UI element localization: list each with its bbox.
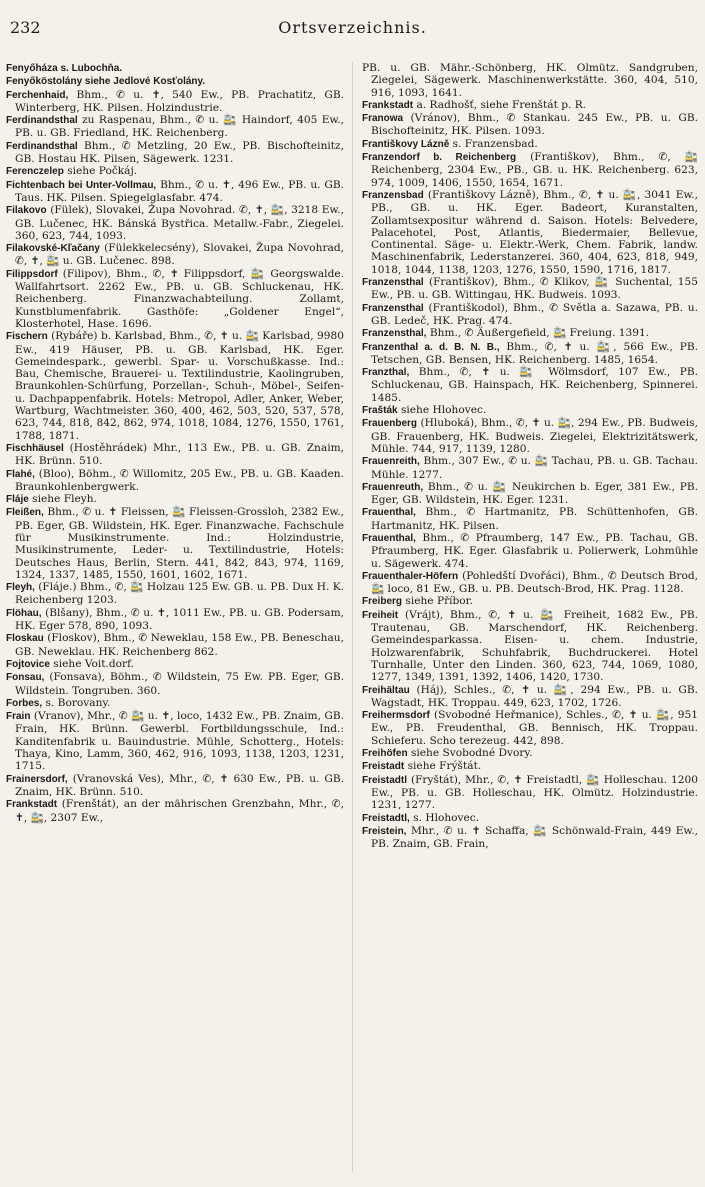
directory-entry <box>6 75 344 88</box>
directory-entry <box>362 341 698 367</box>
entry-text: siehe Voit.dorf. <box>53 657 135 670</box>
entry-headword: Frauenthal, <box>362 507 416 519</box>
entry-headword: Freistadtl, <box>362 812 410 824</box>
directory-entry <box>6 493 344 506</box>
directory-entry <box>362 455 698 481</box>
right-column <box>362 62 698 1180</box>
entry-headword: Frašták <box>362 405 398 417</box>
entry-headword: Filippsdorf <box>6 268 58 280</box>
directory-entry <box>362 151 698 189</box>
directory-entry <box>362 760 698 773</box>
directory-entry <box>362 812 698 825</box>
entry-text: (Fülek), Slovakei, Župa Novohrad. ✆, ✝, 🚉, 3218 Ew., GB. Lučenec, HK. Bánská Bystřica. Metallw.-Fabr., Ziegelei. 360, 623, 744, 1093. <box>15 204 344 242</box>
directory-entry <box>6 468 344 494</box>
directory-entry <box>362 138 698 151</box>
entry-headword: Frankstadt <box>6 799 58 811</box>
entry-headword: Frauenberg <box>362 418 418 430</box>
entry-text: (Blšany), Bhm., ✆ u. ✝, 1011 Ew., PB. u. GB. Podersam, HK. Eger 578, 890, 1093. <box>15 606 344 633</box>
entry-headword: Forbes, <box>6 697 43 709</box>
directory-entry <box>6 204 344 242</box>
entry-text: a. Radhošť, siehe Frenštát p. R. <box>416 98 587 111</box>
entry-headword: Flahé, <box>6 468 35 480</box>
entry-text: Bhm., ✆ u. ✝, 540 Ew., PB. Prachatitz, GB. Winterberg, HK. Pilsen. Holzindustrie. <box>15 88 344 114</box>
entry-text: Mhr., ✆ u. ✝ Schaffa, 🚉 Schönwald-Frain, 449 Ew., PB. Znaim, GB. Frain, <box>371 824 698 851</box>
directory-entry <box>362 276 698 302</box>
entry-text: (Vránov), Bhm., ✆ Stankau. 245 Ew., PB. u. GB. Bischofteinitz, HK. Pilsen. 1093. <box>371 112 698 138</box>
page-header <box>0 18 705 40</box>
entry-text: (Frenštát), an der mährischen Grenzbahn, Mhr., ✆, ✝, 🚉, 2307 Ew., <box>15 798 344 824</box>
entry-headword: Freistein, <box>362 825 407 837</box>
entry-headword: Flöhau, <box>6 607 42 619</box>
directory-entry <box>362 99 698 112</box>
directory-entry <box>362 684 698 710</box>
entry-text: PB. u. GB. Mähr.-Schönberg, HK. Olmütz. Sandgruben, Ziegelei, Sägewerk. Maschinenwerkstätte. 360, 404, 510, 916, 1093, 1641. <box>362 62 698 99</box>
entry-text: siehe Hlohovec. <box>400 404 487 417</box>
entry-text: s. Borovany. <box>45 696 111 709</box>
entry-headword: Franowa <box>362 113 404 125</box>
entry-text: (Floskov), Bhm., ✆ Neweklau, 158 Ew., PB. Beneschau, GB. Neweklau. HK. Reichenberg 862. <box>15 632 344 658</box>
directory-entry <box>362 532 698 570</box>
directory-entry <box>362 774 698 812</box>
directory-entry <box>6 506 344 581</box>
entry-text: zu Raspenau, Bhm., ✆ u. 🚉 Haindorf, 405 Ew., PB. u. GB. Friedland, HK. Reichenberg. <box>15 114 344 140</box>
entry-text: Bhm., ✆, ✝ u. 🚉, 566 Ew., PB. Tetschen, GB. Bensen, HK. Reichenberg. 1485, 1654. <box>371 340 698 366</box>
entry-text: Bhm., ✆ Äußergefield, 🚉 Freiung. 1391. <box>429 327 650 340</box>
entry-text: (Svobodné Heřmanice), Schles., ✆, ✝ u. 🚉, 951 Ew., PB. Freudenthal, GB. Bennisch, HK. Troppau. Schieferu. Scho terezeug. 442, 898. <box>371 709 698 747</box>
entry-headword: Františkovy Lázně <box>362 138 450 150</box>
directory-entry <box>6 773 344 799</box>
entry-headword: Ferchenhaid, <box>6 89 69 101</box>
entry-text: Bhm., 307 Ew., ✆ u. 🚉 Tachau, PB. u. GB. Tachau. Mühle. 1277. <box>371 455 698 481</box>
directory-entry <box>6 89 344 115</box>
entry-headword: Filakovo <box>6 205 47 217</box>
directory-entry <box>362 747 698 760</box>
directory-entry <box>6 140 344 166</box>
directory-entry <box>362 302 698 328</box>
directory-entry <box>362 595 698 608</box>
entry-headword: Fleißen, <box>6 507 44 519</box>
entry-headword: Fláje <box>6 494 29 506</box>
entry-text: Bhm., ✆ Metzling, 20 Ew., PB. Bischofteinitz, GB. Hostau HK. Pilsen, Sägewerk. 1231. <box>15 139 344 166</box>
entry-text: (Hluboká), Bhm., ✆, ✝ u. 🚉, 294 Ew., PB. Budweis, GB. Frauenberg, HK. Budweis. Ziegelei, Elektrizitätswerk, Mühle. 744, 917, 1139, 1280. <box>371 417 698 455</box>
entry-headword: Frauenreith, <box>362 456 420 468</box>
directory-entry <box>6 62 344 75</box>
entry-headword: Fleyh, <box>6 582 35 594</box>
directory-entry <box>6 268 344 330</box>
entry-text: (Pohledští Dvořáci), Bhm., ✆ Deutsch Brod, 🚉 loco, 81 Ew., GB. u. PB. Deutsch-Brod, HK. Prag. 1128. <box>371 569 698 596</box>
directory-entry <box>6 607 344 633</box>
entry-text: (Františkov), Bhm., ✆, 🚉 Reichenberg, 2304 Ew., PB., GB. u. HK. Reichenberg. 623, 974, 1009, 1406, 1550, 1654, 1671. <box>371 151 698 189</box>
entry-headword: Franzendorf b. Reichenberg <box>362 152 517 164</box>
entry-text: (Vrájt), Bhm., ✆, ✝ u. 🚉 Freiheit, 1682 Ew., PB. Trautenau, GB. Marschendorf, HK. Reichenberg. Gemeindesparkassa. Eisen- u. chem. Industrie, Holzwarenfabrik, Schuhfabrik, Buchdruckerei. Hotel Turnhalle, Unter den Linden. 360, 623, 744, 1069, 1080, 1277, 1349, 1391, 1392, 1406, 1420, 1730. <box>371 608 698 684</box>
entry-headword: Frain <box>6 711 31 723</box>
entry-text: siehe Příbor. <box>405 595 473 608</box>
directory-entry <box>6 798 344 824</box>
entry-headword: Franzenthal a. d. B. N. B., <box>362 341 500 353</box>
entry-text: (Vranov), Mhr., ✆ 🚉 u. ✝, loco, 1432 Ew., PB. Znaim, GB. Frain, HK. Brünn. Gewerbl. Fortbildungsschule, Ind.: Kanditenfabrik u. Bauindustrie. Mühle, Schotterg., Hotels: Thaya, Kino, Lamm, 360, 462, 916, 1093, 1138, 1203, 1231, 1715. <box>15 710 344 773</box>
directory-entry <box>6 330 344 442</box>
entry-headword: Franzensthal <box>362 302 424 314</box>
entry-headword: Freihermsdorf <box>362 710 430 722</box>
entry-text: Bhm., ✆ Hartmanitz, PB. Schüttenhofen, GB. Hartmanitz, HK. Pilsen. <box>371 506 698 532</box>
entry-headword: Fischhäusel <box>6 442 64 454</box>
entry-text: (Fülekkelecsény), Slovakei, Župa Novohrad, ✆, ✝, 🚉 u. GB. Lučenec. 898. <box>15 242 344 268</box>
entry-text: siehe Počkáj. <box>67 165 138 178</box>
directory-entry <box>6 697 344 710</box>
entry-headword: Filakovské-Kľačany <box>6 243 100 255</box>
directory-entry <box>6 165 344 178</box>
entry-headword: Freiberg <box>362 596 403 608</box>
entry-text: Bhm., ✆ u. ✝, 496 Ew., PB. u. GB. Taus. HK. Pilsen. Spiegelglasfabr. 474. <box>15 178 344 204</box>
entry-headword: Frauenthal, <box>362 532 416 544</box>
entry-headword: Freihöfen <box>362 748 408 760</box>
entry-text: siehe Frýštát. <box>407 760 482 773</box>
directory-entry <box>6 179 344 205</box>
entry-text: siehe Svobodné Dvory. <box>410 747 533 760</box>
directory-entry <box>6 442 344 468</box>
page-title: Ortsverzeichnis. <box>278 18 427 37</box>
entry-headword: Franzthal, <box>362 367 410 379</box>
entry-text: (Františkov), Bhm., ✆ Klikov, 🚉 Suchental, 155 Ew., PB. u. GB. Wittingau, HK. Budweis. 1093. <box>371 276 698 302</box>
entry-text: (Filipov), Bhm., ✆, ✝ Filippsdorf, 🚉 Georgswalde. Wallfahrtsort. 2262 Ew., PB. u. GB. Schluckenau, HK. Reichenberg. Finanzwachabteilung. Zollamt, Kunstblumenfabrik. Gasthöfe: „Goldener Engel“, Klosterhotel, Hase. 1696. <box>15 267 344 330</box>
entry-text: Bhm., ✆, ✝ u. 🚉 Wölmsdorf, 107 Ew., PB. Schluckenau, GB. Hainspach, HK. Reichenberg, Spinnerei. 1485. <box>371 366 698 404</box>
directory-entry <box>6 671 344 697</box>
entry-headword: Freistadtl <box>362 774 408 786</box>
directory-entry <box>6 114 344 140</box>
entry-headword: Frankstadt <box>362 99 414 111</box>
directory-entry <box>6 581 344 607</box>
entry-text: (Fonsava), Böhm., ✆ Wildstein, 75 Ew. PB. Eger, GB. Wildstein. Tongruben. 360. <box>15 671 344 697</box>
entry-headword: Franzensthal, <box>362 328 427 340</box>
entry-headword: Frauenthaler-Höfern <box>362 570 459 582</box>
entry-headword: Franzensthal <box>362 277 424 289</box>
entry-text: (Hostěhrádek) Mhr., 113 Ew., PB. u. GB. Znaim, HK. Brünn. 510. <box>15 441 344 468</box>
entry-headword: Freistadt <box>362 761 405 773</box>
entry-headword: Freiheit <box>362 609 399 621</box>
directory-entry <box>362 417 698 455</box>
entry-text: (Fláje.) Bhm., ✆, 🚉 Holzau 125 Ew. GB. u. PB. Dux H. K. Reichenberg 1203. <box>15 581 344 607</box>
entry-headword: Fenyőköstolány siehe Jedlové Kosťolány. <box>6 76 206 88</box>
entry-text: (Háj), Schles., ✆, ✝ u. 🚉, 294 Ew., PB. u. GB. Wagstadt, HK. Troppau. 449, 623, 1702, 1726. <box>371 683 698 709</box>
column-divider <box>352 62 353 1172</box>
directory-entry <box>362 366 698 404</box>
directory-entry <box>362 481 698 507</box>
entry-headword: Fojtovice <box>6 658 50 670</box>
directory-entry <box>362 327 698 340</box>
entry-text: Bhm., ✆ Pfraumberg, 147 Ew., PB. Tachau, GB. Pfraumberg, HK. Eger. Glasfabrik u. Polierwerk, Lohmühle u. Sägewerk. 474. <box>371 531 698 570</box>
entry-text: s. Hlohovec. <box>413 811 480 824</box>
entry-headword: Freihältau <box>362 684 410 696</box>
entry-headword: Fenyőháza s. Lubochňa. <box>6 63 123 74</box>
entry-headword: Franzensbad <box>362 189 424 201</box>
directory-entry <box>362 189 698 276</box>
directory-entry <box>362 570 698 596</box>
directory-entry <box>362 62 698 99</box>
directory-entry <box>362 404 698 417</box>
entry-headword: Frauenreuth, <box>362 481 424 493</box>
entry-text: Bhm., ✆ u. ✝ Fleissen, 🚉 Fleissen-Grossloh, 2382 Ew., PB. Eger, GB. Wildstein, HK. Eger. Finanzwache. Fachschule für Musikinstrumente. Ind.: Holzindustrie, Musikinstrumente, Leder- u. Textilindustrie, Hotels: Deutsches Haus, Berlin, Stern. 441, 842, 843, 974, 1169, 1324, 1337, 1485, 1550, 1601, 1602, 1671. <box>15 506 344 581</box>
entry-headword: Ferenczelep <box>6 166 64 178</box>
entry-text: (Fryštát), Mhr., ✆, ✝ Freistadtl, 🚉 Holleschau. 1200 Ew., PB. u. GB. Holleschau, HK. Olmütz. Holzindustrie. 1231, 1277. <box>371 773 698 812</box>
left-column <box>6 62 344 1180</box>
entry-text: Bhm., ✆ u. 🚉 Neukirchen b. Eger, 381 Ew., PB. Eger, GB. Wildstein, HK. Eger. 1231. <box>371 480 698 507</box>
entry-headword: Ferdinandsthal <box>6 115 78 127</box>
directory-entry <box>6 632 344 658</box>
entry-text: (Rybáře) b. Karlsbad, Bhm., ✆, ✝ u. 🚉 Karlsbad, 9980 Ew., 419 Häuser, PB. u. GB. Karlsbad, HK. Eger. Gemeindespark., gewerbl. Spar- u. Vorschußkasse. Ind.: Bau, Chemische, Brauerei- u. Textilindustrie, Kaolingruben, Braunkohlen-Schürfung, Porzellan-, Schuh-, Möbel-, Seifen- u. Dachpappenfabrik. Hotels: Metropol, Adler, Anker, Weber, Wartburg, Wachtmeister. 360, 400, 462, 503, 520, 537, 578, 623, 744, 818, 842, 862, 974, 1018, 1084, 1276, 1550, 1761, 1788, 1871. <box>15 330 344 442</box>
entry-headword: Ferdinandsthal <box>6 140 78 152</box>
entry-headword: Fichtenbach bei Unter-Vollmau, <box>6 179 157 191</box>
entry-text: (Bloo), Böhm., ✆ Willomitz, 205 Ew., PB. u. GB. Kaaden. Braunkohlenbergwerk. <box>15 467 344 493</box>
directory-entry <box>362 709 698 747</box>
directory-entry <box>362 825 698 851</box>
directory-entry <box>362 112 698 138</box>
entry-text: (Františkodol), Bhm., ✆ Světla a. Sazawa, PB. u. GB. Ledeč, HK. Prag. 474. <box>371 301 698 327</box>
directory-entry <box>362 506 698 532</box>
entry-text: (Františkovy Lázně), Bhm., ✆, ✝ u. 🚉, 3041 Ew., PB., GB. u. HK. Eger. Badeort, Kuranstalten, Zollamtsexpositur während d. Saison. Hotels: Belvedere, Palacehotel, Post, Atlantis, Biedermaier, Bellevue, Continental. Säge- u. Elektr.-Werk, Chem. Fabrik, landw. Maschinenfabrik, Lederstanzerei. 360, 404, 623, 818, 949, 1018, 1044, 1138, 1203, 1276, 1550, 1590, 1716, 1817. <box>371 188 698 276</box>
page-number: 232 <box>10 18 41 37</box>
entry-headword: Fonsau, <box>6 672 45 684</box>
directory-entry <box>6 242 344 268</box>
directory-entry <box>6 710 344 772</box>
entry-text: siehe Fleyh. <box>32 493 97 506</box>
entry-text: (Vranovská Ves), Mhr., ✆, ✝ 630 Ew., PB. u. GB. Znaim, HK. Brünn. 510. <box>15 772 344 798</box>
entry-headword: Floskau <box>6 633 44 645</box>
directory-entry <box>362 609 698 684</box>
entry-text: s. Franzensbad. <box>452 137 538 150</box>
entry-headword: Fischern <box>6 331 48 343</box>
entry-headword: Frainersdorf, <box>6 773 68 785</box>
directory-entry <box>6 658 344 671</box>
